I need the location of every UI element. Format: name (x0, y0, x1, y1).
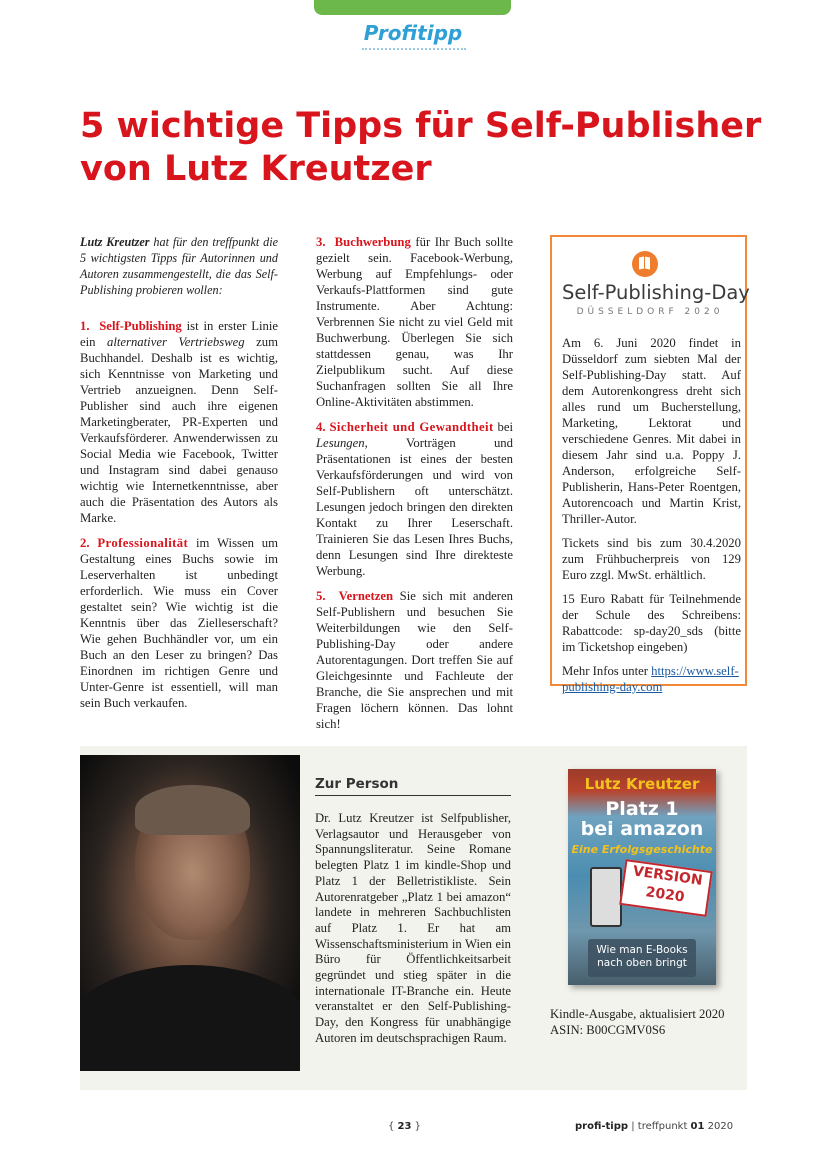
event-paragraph: Am 6. Juni 2020 findet in Düsseldorf zum siebten Mal der Self-Publishing-Day statt. Auf dem Autorenkongress dreht sich alles rund um Bucherstellung, Marketing, Lektorat und verschiedene Genres. Mit dabei in diesem Jahr sind u.a. Poppy J. Anderson, erfolgreiche Self-Publisherin, Hans-Peter Roentgen, Autorencoach und Martin Krist, Thriller-Autor. (562, 336, 741, 526)
book-caption (550, 1006, 740, 1038)
tip-number: 5. (316, 589, 326, 603)
version-label: VERSION (631, 863, 704, 889)
footer-issue: 01 (690, 1121, 705, 1132)
footer-separator: | treffpunkt (628, 1121, 691, 1132)
tip-3 (316, 234, 513, 410)
self-publishing-day-logo (562, 251, 750, 321)
intro-text: hat für den treffpunkt die 5 wichtigsten Tipps für Autorinnen und Autoren zusammengestellt, die das Self-Publishing probieren wollen: (80, 235, 278, 297)
tip-4 (316, 419, 513, 579)
tip-text: bei (493, 420, 513, 434)
event-website-link[interactable]: https://www.self-publishing-day.com (562, 664, 739, 694)
version-year: 2020 (644, 884, 686, 906)
tip-title: Professionalität (97, 536, 189, 550)
author-photo (80, 755, 300, 1071)
version-stamp (619, 859, 713, 917)
event-box-text (562, 335, 741, 703)
more-info-label: Mehr Infos unter (562, 664, 652, 678)
tip-text: im Wissen um Gestaltung eines Buchs sowie im Leserverhalten ist unbedingt erforderlich. Wie muss ein Cover gestaltet sein? Wie wichtig ist die Kenntnis über das Zielleserschaft? Wie gehen Buchhändler vor, um ein Buch an den Leser zu bringen? Das Einordnen im richtigen Genre und Unter-Genre ist essentiell, will man sein Buch verkaufen. (80, 536, 279, 710)
book-edition: Kindle-Ausgabe, aktualisiert 2020 (550, 1007, 725, 1021)
book-subtitle: Eine Erfolgsgeschichte (571, 843, 713, 856)
page-number-value: 23 (397, 1121, 412, 1132)
tip-2 (80, 535, 278, 711)
tip-emphasis: Lesungen (316, 436, 365, 450)
book-asin: ASIN: B00CGMV0S6 (550, 1023, 666, 1037)
person-heading: Zur Person (315, 776, 511, 796)
book-title-line-1: Platz 1 (605, 798, 679, 820)
logo-subtitle: DÜSSELDORF 2020 (576, 307, 724, 317)
photo-shoulders (80, 965, 300, 1071)
photo-hair (135, 785, 250, 835)
section-tab (314, 0, 511, 15)
headline-line-1: 5 wichtige Tipps für Self-Publisher (80, 106, 762, 146)
tip-text: für Ihr Buch sollte gezielt sein. Facebook-Werbung, Werbung auf Empfehlungs- oder Verkaufs-Plattformen sind gute Instrumente. Aber Achtung: Verbrennen Sie nicht zu viel Geld mit Buchwerbung. Überlegen Sie sich stattdessen genau, was Ihr Zielpublikum sucht. Auf diese Suchanfragen sollten Sie all Ihre Online-Aktivitäten abstimmen. (316, 235, 513, 409)
tickets-paragraph: Tickets sind bis zum 30.4.2020 zum Frühbucherpreis von 129 Euro zzgl. MwSt. erhältlich. (562, 536, 741, 582)
book-tagline-1: Wie man E-Books (596, 944, 688, 956)
book-icon (632, 251, 658, 277)
event-info-box (550, 235, 750, 694)
person-bio: Dr. Lutz Kreutzer ist Selfpublisher, Verlagsautor und Herausgeber von Spannungsliteratur. Seine Romane belegten Platz 1 im kindle-Shop und Platz 1 der Belletristikliste. Sein Autorenratgeber „Platz 1 bei amazon“ landete in mehreren Sachbuchlisten auf Platz 1. Er hat am Wissenschaftsministerium in Wien ein Büro für Öffentlichkeitsarbeit gegründet und stieg später in die internationale IT-Branche ein. Heute veranstaltet er den Self-Publishing-Day, den Kongress für unabhängige Autoren im deutschsprachigen Raum. (315, 811, 511, 1045)
discount-paragraph: 15 Euro Rabatt für Teilnehmende der Schule des Schreibens: Rabattcode: sp-day20_sds (bitte im Ticketshop eingeben) (562, 592, 741, 654)
page-number (388, 1121, 421, 1132)
tip-text-cont: , Vorträgen und Präsentationen ist eines der besten Verkaufsförderungen und wird von Self-Publishern oft unterschätzt. Lesungen jedoch bringen den direkten Kontakt zu Ihrer Leserschaft. Trainieren Sie das Lesen Ihres Buchs, denn Lesungen sind Ihre direkteste Werbung. (316, 436, 513, 578)
more-info-paragraph (562, 663, 741, 695)
tip-emphasis: alternativer Vertriebsweg (107, 335, 245, 349)
book-tagline (588, 939, 696, 977)
tip-5 (316, 588, 513, 732)
kicker-underline (362, 48, 466, 50)
tip-text-cont: zum Buchhandel. Deshalb ist es wichtig, sich Kenntnisse von Marketing und Vertrieb anzueignen. Denn Self-Publisher sind auch ihre eigenen Marketingberater, PR-Experten und Verkaufsförderer. Anwenderwissen zu Social Media wie Facebook, Twitter und Instagram sind dabei genauso wichtig wie Internetkenntnisse, aber auch die Präsentation des Autors als Marke. (80, 335, 278, 525)
page-brace-close: } (411, 1121, 422, 1132)
section-kicker: Profitipp (363, 21, 463, 45)
page-brace-open: { (388, 1121, 398, 1132)
ereader-icon (590, 867, 622, 927)
tip-title: Buchwerbung (334, 235, 411, 249)
intro-paragraph (80, 234, 278, 298)
tip-text: Sie sich mit anderen Self-Publishern und besuchen Sie Weiterbildungen wie den Self-Publishing-Day oder andere Autorentagungen. Dort treffen Sie auf Gleichgesinnte und Fachleute der Branche, die Sie ansprechen und mit Fragen löchern können. Das lohnt sich! (316, 589, 513, 731)
article-column-2 (316, 234, 513, 741)
footer-year: 2020 (704, 1121, 734, 1132)
tip-title: Vernetzen (338, 589, 394, 603)
book-title (568, 799, 716, 839)
article-column-1 (80, 234, 278, 720)
book-tagline-2: nach oben bringt (597, 957, 687, 969)
logo-title: Self-Publishing-Day (562, 281, 750, 304)
book-author: Lutz Kreutzer (584, 775, 700, 793)
tip-1 (80, 318, 278, 526)
book-title-line-2: bei amazon (580, 818, 704, 840)
footer-publication (575, 1121, 733, 1132)
tip-text: ist in erster Linie ein (80, 319, 279, 349)
headline-line-2: von Lutz Kreutzer (80, 149, 432, 189)
tip-number: 1. (80, 319, 90, 333)
intro-author-name: Lutz Kreutzer (80, 235, 150, 249)
book-cover (568, 769, 716, 985)
tip-title: Sicherheit und Gewandtheit (329, 420, 494, 434)
tip-number: 2. (80, 536, 90, 550)
author-panel (80, 746, 747, 1090)
article-headline (80, 105, 770, 191)
tip-number: 4. (316, 420, 326, 434)
tip-number: 3. (316, 235, 326, 249)
tip-title: Self-Publishing (99, 319, 182, 333)
footer-brand: profi-tipp (575, 1121, 629, 1132)
